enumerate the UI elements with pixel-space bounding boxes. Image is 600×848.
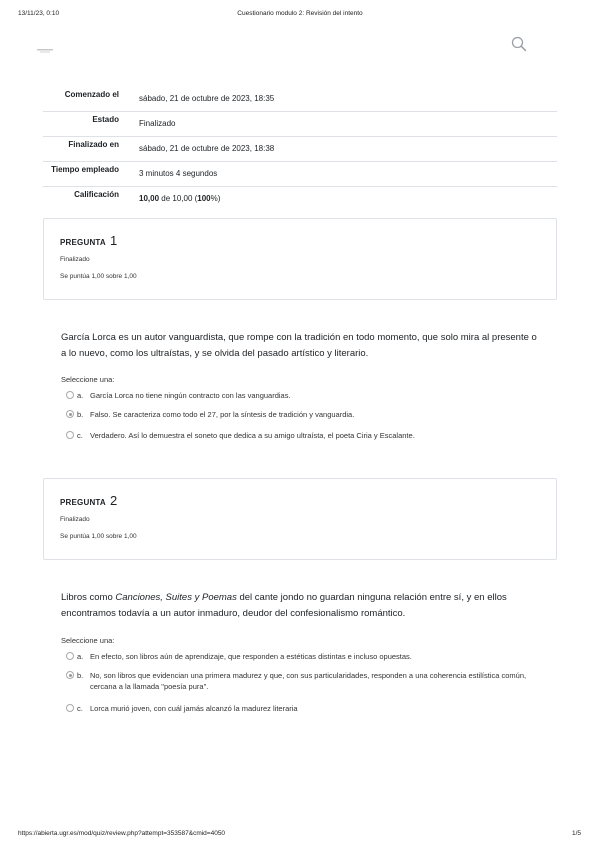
summary-label: Calificación: [43, 187, 129, 212]
option-letter: c.: [77, 431, 83, 440]
summary-row-grade: [43, 187, 557, 212]
summary-row-time: [43, 162, 557, 187]
option-letter: b.: [77, 410, 84, 419]
option-letter: b.: [77, 671, 84, 680]
option-letter: a.: [77, 391, 84, 400]
page-number: 1/5: [572, 830, 582, 837]
radio-button[interactable]: [66, 652, 74, 660]
summary-row-started: [43, 87, 557, 112]
summary-value: sábado, 21 de octubre de 2023, 18:35: [139, 94, 275, 103]
question-number: PREGUNTA 1: [60, 233, 118, 248]
print-url: https://abierta.ugr.es/mod/quiz/review.php?attempt=353587&cmid=4050: [18, 830, 226, 837]
question-info-box: [43, 218, 557, 300]
radio-button[interactable]: [66, 431, 74, 439]
radio-button-selected[interactable]: [66, 671, 74, 679]
summary-value: sábado, 21 de octubre de 2023, 18:38: [129, 137, 557, 162]
option-text: No, son libros que evidencian una primera madurez y que, con sus particularidades, responden a una coherencia estilística común, cercana a la llamada "poesía pura".: [90, 671, 527, 691]
option-text: Lorca murió joven, con cuál jamás alcanzó la madurez literaria: [90, 704, 298, 713]
question-state: Finalizado: [60, 516, 90, 523]
question-grade: Se puntúa 1,00 sobre 1,00: [60, 533, 137, 540]
question-text: García Lorca es un autor vanguardista, que rompe con la tradición en todo momento, que solo mira al presente o a lo nuevo, como los ultraístas, y se olvida del pasado artístico y literario.: [61, 332, 537, 359]
logo-icon[interactable]: [36, 41, 54, 49]
select-prompt: Seleccione una:: [61, 636, 115, 645]
summary-row-state: [43, 112, 557, 137]
summary-grade-value: 10,00 de 10,00 (100%): [129, 187, 557, 212]
radio-button[interactable]: [66, 391, 74, 399]
summary-label: Estado: [43, 112, 129, 137]
option-text: Verdadero. Así lo demuestra el soneto que dedica a su amigo ultraísta, el poeta Ciria y Escalante.: [90, 431, 415, 440]
option-letter: a.: [77, 652, 84, 661]
summary-label: Comenzado el: [64, 90, 119, 99]
summary-row-finished: [43, 137, 557, 162]
question-grade: Se puntúa 1,00 sobre 1,00: [60, 273, 137, 280]
summary-value: 3 minutos 4 segundos: [129, 162, 557, 187]
question-number: PREGUNTA 2: [60, 493, 118, 508]
question-text: Libros como Canciones, Suites y Poemas del cante jondo no guardan ninguna relación entre sí, y en ellos encontramos todavía a un autor inmaduro, deudor del confesionalismo romántico.: [61, 592, 507, 619]
summary-value: Finalizado: [129, 112, 557, 137]
question-state: Finalizado: [60, 256, 90, 263]
option-letter: c.: [77, 704, 83, 713]
select-prompt: Seleccione una:: [61, 375, 115, 384]
attempt-summary-table: [43, 87, 557, 211]
radio-button[interactable]: [66, 704, 74, 712]
option-text: En efecto, son libros aún de aprendizaje, que responden a estéticas distintas e incluso opuestas.: [90, 652, 412, 661]
option-text: García Lorca no tiene ningún contracto con las vanguardias.: [90, 391, 291, 400]
print-date: 13/11/23, 0:10: [18, 10, 60, 17]
question-info-box: [43, 478, 557, 560]
radio-button-selected[interactable]: [66, 410, 74, 418]
search-icon[interactable]: [511, 36, 527, 52]
summary-label: Finalizado en: [43, 137, 129, 162]
print-title: Cuestionario modulo 2: Revisión del intento: [237, 10, 363, 17]
summary-label: Tiempo empleado: [43, 162, 129, 187]
option-text: Falso. Se caracteriza como todo el 27, por la síntesis de tradición y vanguardia.: [90, 410, 355, 419]
